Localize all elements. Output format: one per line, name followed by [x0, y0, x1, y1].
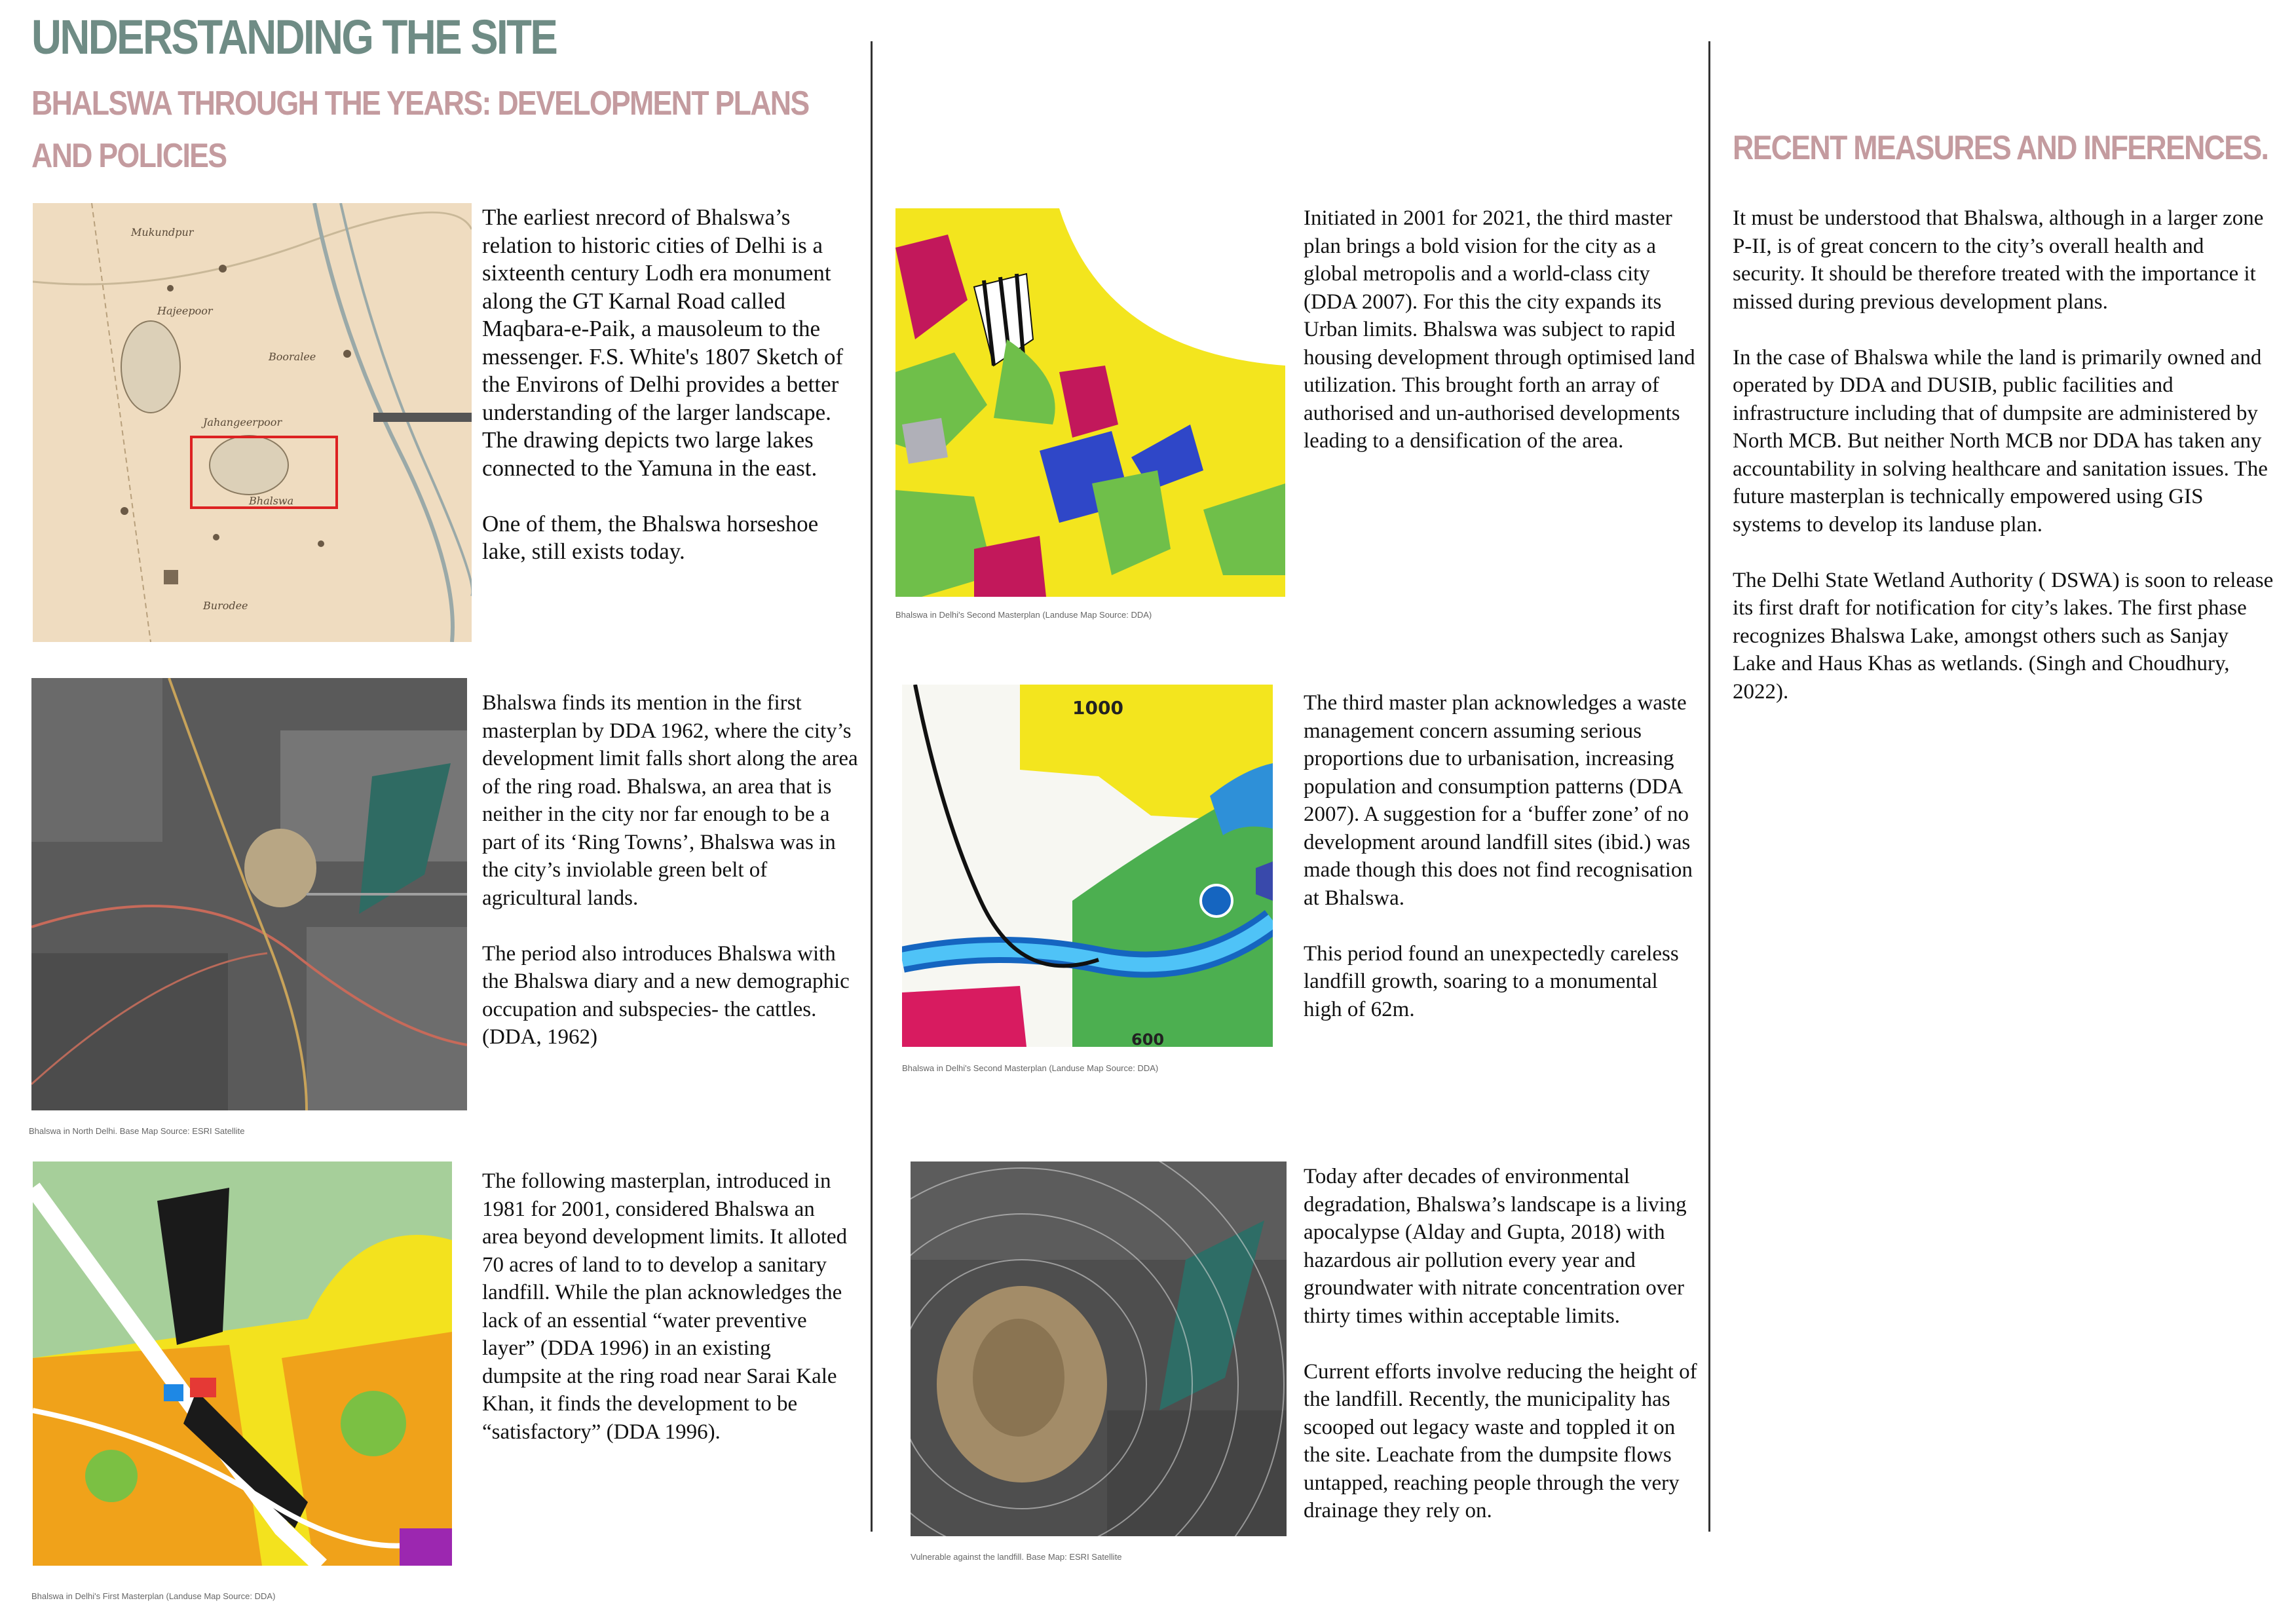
- historic-label-6: Burodee: [203, 599, 248, 612]
- text-block-7: [1733, 204, 2276, 706]
- subtitle-line-1: BHALSWA THROUGH THE YEARS: DEVELOPMENT PLANS: [31, 85, 809, 123]
- historic-sketch-map: [33, 203, 472, 642]
- text-block-5-para-2: This period found an unexpectedly careless landfill growth, soaring to a monumental high of 62m.: [1304, 941, 1679, 1021]
- text-block-1: [482, 204, 849, 566]
- text-block-4-para-1: Initiated in 2001 for 2021, the third master plan brings a bold vision for the city as a global metropolis and a world-class city (DDA 2007). For this the city expands its Urban limits. Bhalswa was subject to rapid housing development through optimised land utilization. This brought forth an array of authorised and un-authorised developments leading to a densification of the area.: [1304, 206, 1695, 453]
- subtitle-line-2: AND POLICIES: [31, 137, 227, 175]
- text-block-7-para-1: It must be understood that Bhalswa, although in a larger zone P-II, is of great concern to the city’s overall health and security. It should be therefore treated with the importance it missed during previous development plans.: [1733, 206, 2264, 314]
- caption-second-masterplan-b: Bhalswa in Delhi's Second Masterplan (Landuse Map Source: DDA): [902, 1063, 1159, 1073]
- text-block-5: [1304, 689, 1697, 1023]
- page-title: UNDERSTANDING THE SITE: [31, 10, 557, 64]
- text-block-3: [482, 1167, 849, 1446]
- column-divider-right: [1708, 41, 1710, 1532]
- caption-satellite: Bhalswa in North Delhi. Base Map Source: ESRI Satellite: [29, 1126, 245, 1136]
- satellite-north-delhi-image: [31, 678, 467, 1110]
- caption-first-masterplan: Bhalswa in Delhi's First Masterplan (Landuse Map Source: DDA): [31, 1591, 276, 1601]
- text-block-2-para-2: The period also introduces Bhalswa with the Bhalswa diary and a new demographic occupation and subspecies- the cattles. (DDA, 1962): [482, 941, 850, 1049]
- historic-label-2: Hajeepoor: [157, 305, 213, 317]
- vulnerable-landfill-satellite-image: [911, 1161, 1287, 1536]
- historic-label-1: Mukundpur: [131, 226, 194, 238]
- right-column-heading: RECENT MEASURES AND INFERENCES.: [1733, 129, 2268, 167]
- column-divider-left: [871, 41, 873, 1532]
- text-block-3-para-1: The following masterplan, introduced in 1981 for 2001, considered Bhalswa an area beyond development limits. It alloted 70 acres of land to to develop a sanitary landfill. While the plan acknowledges the lack of an essential “water preventive layer” (DDA 1996) in an existing dumpsite at the ring road near Sarai Kale Khan, it finds the development to be “satisfactory” (DDA 1996).: [482, 1169, 848, 1444]
- text-block-7-para-3: The Delhi State Wetland Authority ( DSWA) is soon to release its first draft for notification for city’s lakes. The first phase recognizes Bhalswa Lake, amongst others such as Sanjay Lake and Haus Khas as wetlands. (Singh and Choudhury, 2022).: [1733, 568, 2274, 704]
- text-block-5-para-1: The third master plan acknowledges a waste management concern assuming serious proportions due to urbanisation, increasing population and consumption patterns (DDA 2007). A suggestion for a ‘buffer zone’ of no development around landfill sites (ibid.) was made though this does not find recognisation at Bhalswa.: [1304, 691, 1693, 910]
- text-block-1-para-2: One of them, the Bhalswa horseshoe lake, still exists today.: [482, 510, 819, 564]
- historic-label-4: Booralee: [269, 350, 316, 363]
- page-subtitle: [31, 77, 820, 182]
- text-block-2-para-1: Bhalswa finds its mention in the first masterplan by DDA 1962, where the city’s development limit falls short along the area of the ring road. Bhalswa, an area that is neither in the city nor far enough to be a part of its ‘Ring Towns’, Bhalswa was in the city’s inviolable green belt of agricultural lands.: [482, 691, 858, 910]
- text-block-2: [482, 689, 862, 1051]
- text-block-4: [1304, 204, 1697, 455]
- text-block-6-para-1: Today after decades of environmental degradation, Bhalswa’s landscape is a living apocalypse (Alday and Gupta, 2018) with hazardous air pollution every year and groundwater with nitrate concentration over thirty times within acceptable limits.: [1304, 1165, 1687, 1328]
- map-label-600: 600: [1131, 1030, 1165, 1047]
- historic-label-3: Bhalswa: [249, 495, 294, 507]
- second-masterplan-map-b: [902, 685, 1273, 1047]
- map-label-1000: 1000: [1072, 697, 1123, 719]
- caption-vulnerable: Vulnerable against the landfill. Base Map: ESRI Satellite: [911, 1552, 1122, 1562]
- first-masterplan-map: [33, 1161, 452, 1566]
- second-masterplan-map-a: [895, 208, 1285, 597]
- caption-second-masterplan-a: Bhalswa in Delhi's Second Masterplan (Landuse Map Source: DDA): [895, 610, 1152, 620]
- text-block-7-para-2: In the case of Bhalswa while the land is primarily owned and operated by DDA and DUSIB, public facilities and infrastructure including that of dumpsite are administered by North MCB. But neither North MCB nor DDA has taken any accountability in solving healthcare and sanitation issues. The future masterplan is technically empowered using GIS systems to develop its landuse plan.: [1733, 345, 2268, 537]
- text-block-1-para-1: The earliest nrecord of Bhalswa’s relation to historic cities of Delhi is a sixteenth century Lodh era monument along the GT Karnal Road called Maqbara-e-Paik, a mausoleum to the messenger. F.S. White's 1807 Sketch of the Environs of Delhi provides a better understanding of the larger landscape. The drawing depicts two large lakes connected to the Yamuna in the east.: [482, 204, 844, 481]
- historic-label-5: Jahangeerpoor: [203, 416, 282, 428]
- text-block-6-para-2: Current efforts involve reducing the height of the landfill. Recently, the municipality has scooped out legacy waste and toppled it on the site. Leachate from the dumpsite flows untapped, reaching people through the very drainage they rely on.: [1304, 1359, 1697, 1522]
- text-block-6: [1304, 1163, 1703, 1525]
